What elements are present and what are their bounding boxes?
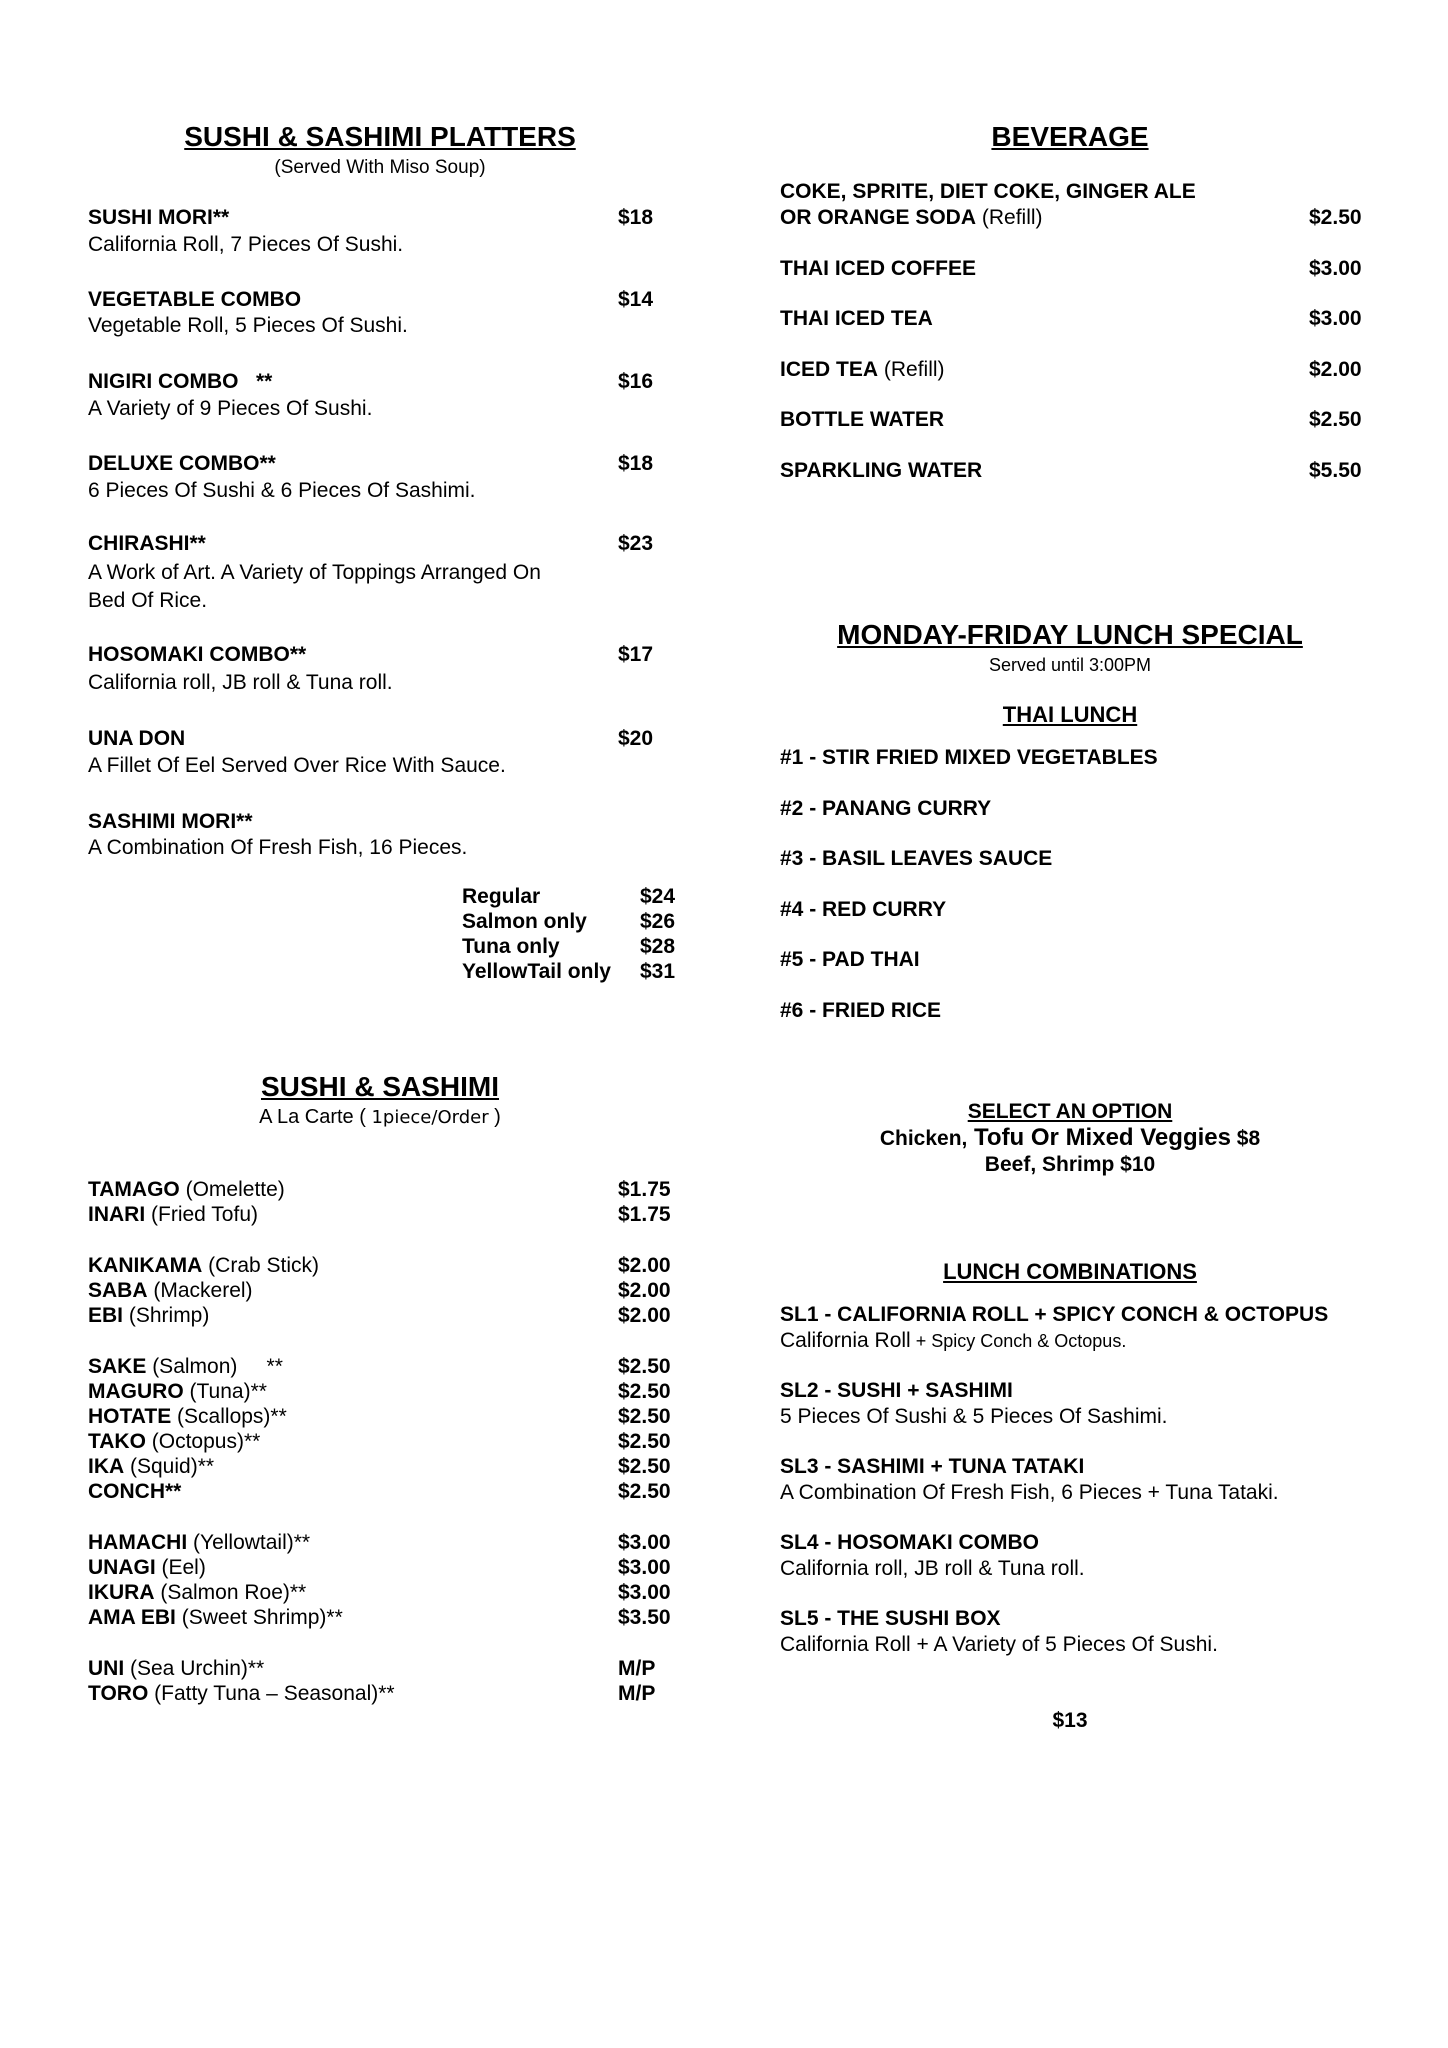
- item-name: MAGURO: [88, 1380, 184, 1403]
- combo-desc: [780, 1329, 1126, 1353]
- item-price: $3.50: [618, 1606, 671, 1629]
- item-name: SABA: [88, 1279, 148, 1302]
- platter-desc: California Roll, 7 Pieces Of Sushi.: [88, 233, 404, 256]
- platter-price: $16: [618, 370, 654, 393]
- platter-name: DELUXE COMBO**: [88, 452, 276, 475]
- select-option-c: $8: [1230, 1127, 1261, 1150]
- alacarte-item: [88, 1455, 214, 1479]
- lunch-special-subtitle: Served until 3:00PM: [988, 655, 1152, 675]
- beverage-price: $3.00: [1309, 257, 1362, 280]
- item-name: EBI: [88, 1304, 124, 1327]
- beverage-name: BOTTLE WATER: [780, 408, 945, 431]
- item-note: (Scallops)**: [171, 1405, 287, 1428]
- item-price: $2.50: [618, 1355, 671, 1378]
- platter-price: $23: [618, 532, 654, 555]
- alacarte-subtitle: [120, 1106, 640, 1129]
- beverage-name: ICED TEA: [780, 358, 879, 381]
- item-note: (Eel): [155, 1556, 206, 1579]
- alacarte-item: [88, 1254, 319, 1278]
- item-note: (Crab Stick): [202, 1254, 320, 1277]
- item-note: (Tuna)**: [183, 1380, 267, 1403]
- item-name: TORO: [88, 1682, 149, 1705]
- option-label: Regular: [462, 885, 541, 908]
- alacarte-item: [88, 1657, 264, 1681]
- beverage-name: SPARKLING WATER: [780, 459, 983, 482]
- platter-desc: Vegetable Roll, 5 Pieces Of Sushi.: [88, 314, 408, 337]
- thai-lunch-item: #6 - FRIED RICE: [780, 999, 942, 1022]
- beverage-price: $2.50: [1309, 206, 1362, 229]
- thai-lunch-item: #1 - STIR FRIED MIXED VEGETABLES: [780, 746, 1158, 769]
- item-name: TAKO: [88, 1430, 146, 1453]
- item-price: $3.00: [618, 1531, 671, 1554]
- combo-price: $13: [1052, 1709, 1088, 1732]
- alacarte-item: [88, 1606, 343, 1630]
- item-price: $2.00: [618, 1304, 671, 1327]
- combo-desc-b: + Spicy Conch & Octopus.: [910, 1331, 1127, 1351]
- beverage-price: $2.50: [1309, 408, 1362, 431]
- beverage-price: $3.00: [1309, 307, 1362, 330]
- item-name: IKURA: [88, 1581, 155, 1604]
- item-note: (Squid)**: [124, 1455, 215, 1478]
- item-name: IKA: [88, 1455, 125, 1478]
- alacarte-item: [88, 1355, 283, 1379]
- option-price: $31: [640, 960, 676, 983]
- beverage-name-part: OR ORANGE SODA: [780, 206, 977, 229]
- thai-lunch-title: THAI LUNCH: [1002, 702, 1138, 727]
- beverage-price: $5.50: [1309, 459, 1362, 482]
- combo-desc: A Combination Of Fresh Fish, 6 Pieces + Tuna Tataki.: [780, 1481, 1279, 1504]
- alacarte-item: [88, 1304, 209, 1328]
- item-note: (Omelette): [179, 1178, 285, 1201]
- item-price: $2.50: [618, 1380, 671, 1403]
- alacarte-item: [88, 1380, 267, 1404]
- option-price: $26: [640, 910, 676, 933]
- alacarte-item: [88, 1430, 260, 1454]
- combo-name: SL2 - SUSHI + SASHIMI: [780, 1379, 1013, 1402]
- alacarte-item: [88, 1480, 181, 1504]
- beverage-title: BEVERAGE: [991, 121, 1149, 152]
- beverage-note: (Refill): [976, 206, 1043, 229]
- thai-lunch-item: #5 - PAD THAI: [780, 948, 920, 971]
- beverage-name-line2: [780, 206, 1043, 230]
- platters-subtitle: (Served With Miso Soup): [274, 157, 486, 178]
- combo-name: SL1 - CALIFORNIA ROLL + SPICY CONCH & OCTOPUS: [780, 1303, 1329, 1326]
- combo-desc: 5 Pieces Of Sushi & 5 Pieces Of Sashimi.: [780, 1405, 1168, 1428]
- platter-desc: A Work of Art. A Variety of Toppings Arranged On: [88, 561, 541, 584]
- option-label: Tuna only: [462, 935, 560, 958]
- beverage-note: (Refill): [878, 358, 945, 381]
- alacarte-item: [88, 1581, 306, 1605]
- select-option-line2: Beef, Shrimp $10: [984, 1153, 1156, 1176]
- lunch-combinations-title: LUNCH COMBINATIONS: [943, 1259, 1197, 1284]
- alacarte-item: [88, 1203, 258, 1227]
- item-price: $2.00: [618, 1279, 671, 1302]
- item-name: HOTATE: [88, 1405, 172, 1428]
- platter-price: $20: [618, 727, 654, 750]
- combo-desc-a: California Roll: [780, 1329, 911, 1352]
- lunch-special-title: MONDAY-FRIDAY LUNCH SPECIAL: [837, 619, 1303, 650]
- item-note: (Fatty Tuna – Seasonal)**: [148, 1682, 395, 1705]
- item-note: (Salmon) **: [146, 1355, 283, 1378]
- item-name: CONCH**: [88, 1480, 182, 1503]
- alacarte-item: [88, 1556, 206, 1580]
- alacarte-title: SUSHI & SASHIMI: [260, 1071, 500, 1102]
- platter-name: UNA DON: [88, 727, 186, 750]
- platter-desc-line2: Bed Of Rice.: [88, 589, 208, 612]
- alacarte-subtitle-c: ): [488, 1106, 501, 1128]
- item-note: (Mackerel): [147, 1279, 253, 1302]
- alacarte-item: [88, 1531, 310, 1555]
- combo-desc: California Roll + A Variety of 5 Pieces Of Sushi.: [780, 1633, 1218, 1656]
- platter-price: $18: [618, 452, 654, 475]
- beverage-name: THAI ICED TEA: [780, 307, 933, 330]
- platter-price: $17: [618, 643, 654, 666]
- item-price: M/P: [618, 1682, 656, 1705]
- platter-name: VEGETABLE COMBO: [88, 288, 302, 311]
- item-name: SAKE: [88, 1355, 147, 1378]
- thai-lunch-item: #4 - RED CURRY: [780, 898, 947, 921]
- platters-title: SUSHI & SASHIMI PLATTERS: [184, 121, 576, 152]
- option-label: YellowTail only: [462, 960, 611, 983]
- option-price: $28: [640, 935, 676, 958]
- beverage-item: [780, 358, 945, 382]
- platter-name: NIGIRI COMBO **: [88, 370, 273, 393]
- thai-lunch-item: #3 - BASIL LEAVES SAUCE: [780, 847, 1053, 870]
- combo-name: SL4 - HOSOMAKI COMBO: [780, 1531, 1040, 1554]
- item-note: (Yellowtail)**: [187, 1531, 311, 1554]
- combo-name: SL3 - SASHIMI + TUNA TATAKI: [780, 1455, 1085, 1478]
- item-name: UNAGI: [88, 1556, 156, 1579]
- platter-name: SASHIMI MORI**: [88, 810, 253, 833]
- item-price: $2.50: [618, 1480, 671, 1503]
- item-name: TAMAGO: [88, 1178, 180, 1201]
- select-option-b: Tofu Or Mixed Veggies: [967, 1124, 1231, 1151]
- platter-name: SUSHI MORI**: [88, 206, 230, 229]
- alacarte-subtitle-b: 1piece/Order: [371, 1107, 489, 1128]
- select-option-title: SELECT AN OPTION: [967, 1100, 1173, 1123]
- item-name: INARI: [88, 1203, 146, 1226]
- item-name: UNI: [88, 1657, 125, 1680]
- platter-desc: 6 Pieces Of Sushi & 6 Pieces Of Sashimi.: [88, 479, 476, 502]
- option-label: Salmon only: [462, 910, 587, 933]
- platter-name: CHIRASHI**: [88, 532, 206, 555]
- select-option-line1: [800, 1124, 1340, 1152]
- beverage-price: $2.00: [1309, 358, 1362, 381]
- item-price: $2.50: [618, 1430, 671, 1453]
- select-option-a: Chicken,: [879, 1127, 968, 1150]
- item-note: (Salmon Roe)**: [154, 1581, 307, 1604]
- beverage-name: COKE, SPRITE, DIET COKE, GINGER ALE: [780, 180, 1196, 203]
- platter-desc: California roll, JB roll & Tuna roll.: [88, 671, 393, 694]
- item-name: KANIKAMA: [88, 1254, 203, 1277]
- thai-lunch-item: #2 - PANANG CURRY: [780, 797, 992, 820]
- platter-price: $18: [618, 206, 654, 229]
- alacarte-subtitle-a: A La Carte (: [259, 1106, 372, 1128]
- item-price: $3.00: [618, 1556, 671, 1579]
- combo-desc: California roll, JB roll & Tuna roll.: [780, 1557, 1085, 1580]
- platter-desc: A Variety of 9 Pieces Of Sushi.: [88, 397, 373, 420]
- item-price: $3.00: [618, 1581, 671, 1604]
- item-price: M/P: [618, 1657, 656, 1680]
- item-note: (Sea Urchin)**: [124, 1657, 265, 1680]
- platter-price: $14: [618, 288, 654, 311]
- alacarte-item: [88, 1178, 285, 1202]
- alacarte-item: [88, 1682, 395, 1706]
- platter-desc: A Fillet Of Eel Served Over Rice With Sauce.: [88, 754, 506, 777]
- platter-name: HOSOMAKI COMBO**: [88, 643, 307, 666]
- item-note: (Sweet Shrimp)**: [175, 1606, 343, 1629]
- item-price: $1.75: [618, 1178, 671, 1201]
- item-price: $2.50: [618, 1455, 671, 1478]
- item-price: $2.00: [618, 1254, 671, 1277]
- item-price: $1.75: [618, 1203, 671, 1226]
- item-note: (Octopus)**: [145, 1430, 261, 1453]
- item-name: AMA EBI: [88, 1606, 176, 1629]
- alacarte-item: [88, 1279, 253, 1303]
- beverage-name: THAI ICED COFFEE: [780, 257, 977, 280]
- item-price: $2.50: [618, 1405, 671, 1428]
- item-note: (Shrimp): [123, 1304, 210, 1327]
- option-price: $24: [640, 885, 676, 908]
- alacarte-item: [88, 1405, 287, 1429]
- combo-name: SL5 - THE SUSHI BOX: [780, 1607, 1001, 1630]
- item-name: HAMACHI: [88, 1531, 188, 1554]
- item-note: (Fried Tofu): [145, 1203, 258, 1226]
- platter-desc: A Combination Of Fresh Fish, 16 Pieces.: [88, 836, 468, 859]
